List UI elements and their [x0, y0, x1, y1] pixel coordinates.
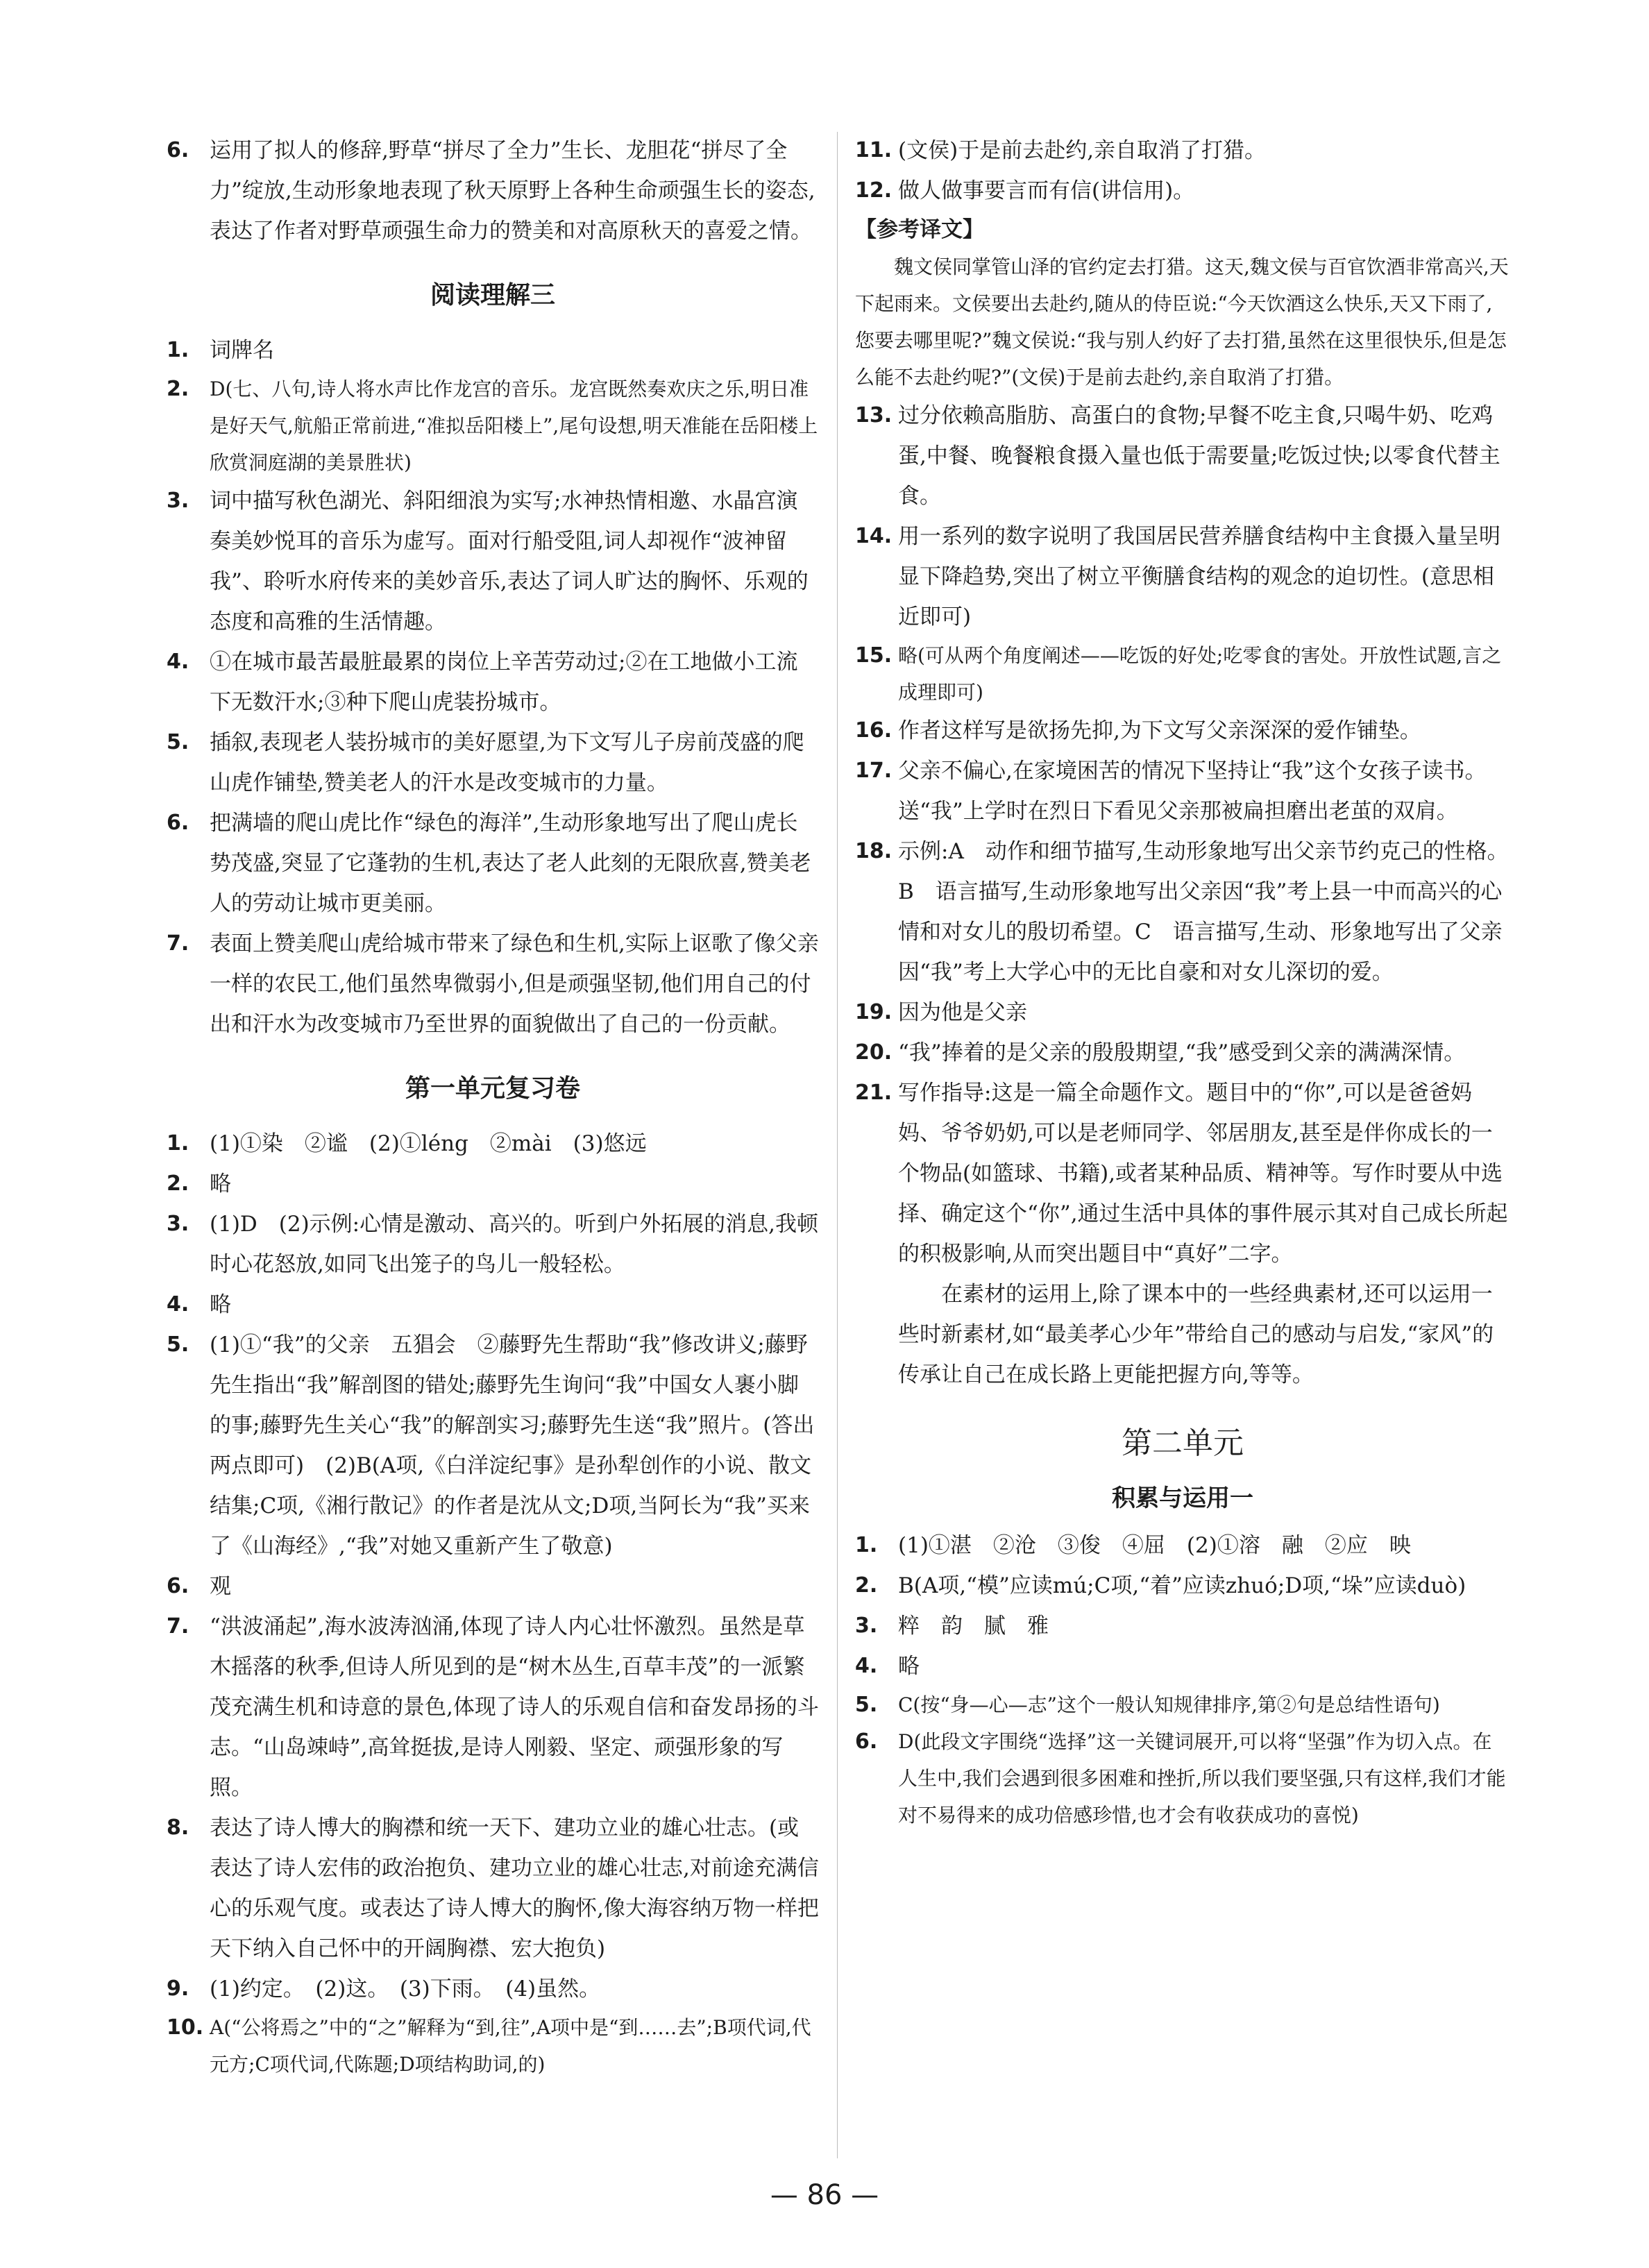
answer-number: 11. [855, 138, 893, 162]
reference-translation-heading: 【参考译文】 [855, 217, 984, 242]
answer-number: 5. [167, 1332, 189, 1357]
answer-text: (文侯)于是前去赴约,亲自取消了打猎。 [898, 138, 1267, 163]
answer-number: 6. [167, 138, 189, 162]
answer-item [855, 171, 1510, 211]
answer-item [167, 642, 819, 722]
answer-text: ①在城市最苦最脏最累的岗位上辛苦劳动过;②在工地做小工流下无数汗水;③种下爬山虎装扮城市。 [210, 650, 798, 715]
answer-text: 写作指导:这是一篇全命题作文。题目中的“你”,可以是爸爸妈妈、爷爷奶奶,可以是老师同学、邻居朋友,甚至是伴你成长的一个物品(如篮球、书籍),或者某种品质、精神等。写作时要从中选择、确定这个“你”,通过生活中具体的事件展示其对自己成长所起的积极影响,从而突出题目中“真好”二字。 [898, 1081, 1508, 1267]
answer-item [167, 371, 819, 481]
column-divider [837, 132, 838, 2158]
answer-number: 1. [855, 1533, 878, 1557]
answer-item [167, 1566, 819, 1607]
answer-text: D(七、八句,诗人将水声比作龙宫的音乐。龙宫既然奏欢庆之乐,明日准是好天气,航船正常前进,“准拟岳阳楼上”,尾句设想,明天准能在岳阳楼上欣赏洞庭湖的美景胜状) [210, 378, 818, 474]
right-column [855, 130, 1510, 1834]
answer-number: 6. [167, 1574, 189, 1598]
section-heading-reading-3: 阅读理解三 [430, 281, 555, 310]
answer-item [855, 130, 1510, 171]
answer-item [167, 1808, 819, 1969]
reference-translation-text: 魏文侯同掌管山泽的官约定去打猎。这天,魏文侯与百官饮酒非常高兴,天下起雨来。文侯要出去赴约,随从的侍臣说:“今天饮酒这么快乐,天又下雨了,您要去哪里呢?”魏文侯说:“我与别人约好了去打猎,虽然在这里很快乐,但是怎么能不去赴约呢?”(文侯)于是前去赴约,亲自取消了打猎。 [855, 255, 1509, 389]
answer-list [167, 330, 819, 1044]
answer-number: 3. [855, 1614, 878, 1638]
answer-item [855, 992, 1510, 1033]
answer-item [167, 1607, 819, 1808]
answer-item [167, 1969, 819, 2009]
answer-number: 5. [855, 1693, 878, 1717]
answer-text: 表达了诗人博大的胸襟和统一天下、建功立业的雄心壮志。(或表达了诗人宏伟的政治抱负、建功立业的雄心壮志,对前途充满信心的乐观气度。或表达了诗人博大的胸怀,像大海容纳万物一样把天下纳入自己怀中的开阔胸襟、宏大抱负) [210, 1816, 819, 1961]
answer-number: 19. [855, 1000, 893, 1024]
answer-item [855, 1566, 1510, 1606]
answer-text: D(此段文字围绕“选择”这一关键词展开,可以将“坚强”作为切入点。在人生中,我们会遇到很多困难和挫折,所以我们要坚强,只有这样,我们才能对不易得来的成功倍感珍惜,也才会有收获成功的喜悦) [898, 1730, 1506, 1827]
left-column [167, 130, 819, 2083]
answer-text: A(“公将焉之”中的“之”解释为“到,往”,A项中是“到……去”;B项代词,代元方;C项代词,代陈题;D项结构助词,的) [210, 2016, 811, 2076]
answer-item [167, 481, 819, 642]
unit-heading: 第二单元 [1122, 1425, 1244, 1461]
answer-number: 15. [855, 643, 893, 668]
answer-text: B(A项,“模”应读mú;C项,“着”应读zhuó;D项,“垛”应读duò) [898, 1573, 1466, 1598]
answer-item [167, 330, 819, 371]
answer-item [855, 1686, 1510, 1723]
answer-number: 1. [167, 1131, 189, 1156]
answer-text: 插叙,表现老人装扮城市的美好愿望,为下文写儿子房前茂盛的爬山虎作铺垫,赞美老人的汗水是改变城市的力量。 [210, 730, 804, 795]
answer-text: 作者这样写是欲扬先抑,为下文写父亲深深的爱作铺垫。 [898, 718, 1421, 743]
writing-guidance-paragraph: 在素材的运用上,除了课本中的一些经典素材,还可以运用一些时新素材,如“最美孝心少年”带给自己的感动与启发,“家风”的传承让自己在成长路上更能把握方向,等等。 [898, 1282, 1494, 1387]
answer-text: C(按“身—心—志”这个一般认知规律排序,第②句是总结性语句) [898, 1693, 1440, 1716]
answer-number: 6. [855, 1729, 878, 1754]
answer-number: 7. [167, 1614, 189, 1639]
answer-text: “洪波涌起”,海水波涛汹涌,体现了诗人内心壮怀激烈。虽然是草木摇落的秋季,但诗人所见到的是“树木丛生,百草丰茂”的一派繁茂充满生机和诗意的景色,体现了诗人的乐观自信和奋发昂扬的斗志。“山岛竦峙”,高耸挺拔,是诗人刚毅、坚定、顽强形象的写照。 [210, 1614, 819, 1800]
answer-number: 2. [855, 1573, 878, 1598]
answer-number: 20. [855, 1040, 893, 1065]
answer-text: 用一系列的数字说明了我国居民营养膳食结构中主食摄入量呈明显下降趋势,突出了树立平衡膳食结构的观念的迫切性。(意思相近即可) [898, 524, 1500, 629]
answer-text: (1)①湛 ②沧 ③俊 ④屈 (2)①溶 融 ②应 映 [898, 1533, 1411, 1558]
answer-item [167, 130, 819, 251]
answer-item [167, 722, 819, 803]
answer-text: (1)①染 ②谧 (2)①léng ②mài (3)悠远 [210, 1131, 647, 1156]
answer-number: 12. [855, 178, 893, 203]
answer-number: 5. [167, 730, 189, 754]
answer-number: 2. [167, 377, 189, 401]
answer-text: 略 [210, 1292, 231, 1317]
answer-item [167, 803, 819, 924]
answer-list [167, 1124, 819, 2083]
answer-item [855, 1646, 1510, 1686]
answer-item [855, 1606, 1510, 1646]
section-heading-unit-1-review: 第一单元复习卷 [405, 1074, 580, 1103]
answer-text: 略 [210, 1171, 231, 1196]
answer-item [167, 1204, 819, 1285]
answer-list [855, 396, 1510, 1274]
answer-number: 4. [167, 1292, 189, 1317]
answer-number: 4. [167, 650, 189, 674]
answer-text: 表面上赞美爬山虎给城市带来了绿色和生机,实际上讴歌了像父亲一样的农民工,他们虽然卑微弱小,但是顽强坚韧,他们用自己的付出和汗水为改变城市乃至世界的面貌做出了自己的一份贡献。 [210, 931, 819, 1037]
answer-number: 7. [167, 931, 189, 956]
answer-text: 粹 韵 腻 雅 [898, 1614, 1049, 1639]
answer-text: (1)D (2)示例:心情是激动、高兴的。听到户外拓展的消息,我顿时心花怒放,如同飞出笼子的鸟儿一般轻松。 [210, 1212, 818, 1277]
answer-number: 6. [167, 811, 189, 835]
answer-item [167, 924, 819, 1044]
answer-text: 过分依赖高脂肪、高蛋白的食物;早餐不吃主食,只喝牛奶、吃鸡蛋,中餐、晚餐粮食摄入量也低于需要量;吃饭过快;以零食代替主食。 [898, 403, 1500, 509]
answer-item [855, 637, 1510, 711]
answer-number: 3. [167, 1212, 189, 1236]
answer-list [167, 130, 819, 251]
answer-item [855, 751, 1510, 831]
page-number: — 86 — [770, 2179, 879, 2211]
answer-number: 9. [167, 1977, 189, 2001]
answer-item [167, 1285, 819, 1325]
answer-text: (1)约定。 (2)这。 (3)下雨。 (4)虽然。 [210, 1977, 601, 2002]
answer-text: 因为他是父亲 [898, 1000, 1027, 1025]
answer-text: 示例:A 动作和细节描写,生动形象地写出父亲节约克己的性格。B 语言描写,生动形象地写出父亲因“我”考上县一中而高兴的心情和对女儿的殷切希望。C 语言描写,生动、形象地写出了父亲因“我”考上大学心中的无比自豪和对女儿深切的爱。 [898, 839, 1509, 985]
answer-item [167, 1164, 819, 1204]
section-heading-accumulation-1: 积累与运用一 [1112, 1484, 1253, 1512]
answer-number: 10. [167, 2015, 204, 2040]
answer-text: 略 [898, 1654, 920, 1679]
answer-text: 运用了拟人的修辞,野草“拼尽了全力”生长、龙胆花“拼尽了全力”绽放,生动形象地表现了秋天原野上各种生命顽强生长的姿态,表达了作者对野草顽强生命力的赞美和对高原秋天的喜爱之情。 [210, 138, 815, 244]
answer-item [855, 1723, 1510, 1834]
answer-text: 词中描写秋色湖光、斜阳细浪为实写;水神热情相邀、水晶宫演奏美妙悦耳的音乐为虚写。面对行船受阻,词人却视作“波神留我”、聆听水府传来的美妙音乐,表达了词人旷达的胸怀、乐观的态度和高雅的生活情趣。 [210, 489, 809, 634]
answer-item [167, 1325, 819, 1566]
answer-text: 做人做事要言而有信(讲信用)。 [898, 178, 1195, 203]
answer-item [855, 1073, 1510, 1274]
answer-list [855, 130, 1510, 211]
answer-item [855, 396, 1510, 516]
answer-text: 观 [210, 1574, 231, 1599]
answer-number: 13. [855, 403, 893, 428]
answer-item [855, 831, 1510, 992]
answer-number: 16. [855, 718, 893, 743]
answer-item [855, 711, 1510, 751]
answer-number: 8. [167, 1816, 189, 1840]
answer-text: 词牌名 [210, 338, 274, 363]
answer-item [167, 2009, 819, 2083]
answer-number: 1. [167, 338, 189, 362]
answer-number: 21. [855, 1081, 893, 1105]
answer-number: 4. [855, 1654, 878, 1678]
answer-text: “我”捧着的是父亲的殷殷期望,“我”感受到父亲的满满深情。 [898, 1040, 1466, 1065]
answer-item [855, 1033, 1510, 1073]
answer-number: 14. [855, 524, 893, 548]
answer-text: (1)①“我”的父亲 五猖会 ②藤野先生帮助“我”修改讲义;藤野先生指出“我”解剖图的错处;藤野先生询问“我”中国女人裹小脚的事;藤野先生关心“我”的解剖实习;藤野先生送“我”照片。(答出两点即可) (2)B(A项,《白洋淀纪事》是孙犁创作的小说、散文结集;C项,《湘行散记》的作者是沈从文;D项,当阿长为“我”买来了《山海经》,“我”对她又重新产生了敬意) [210, 1332, 815, 1559]
answer-text: 把满墙的爬山虎比作“绿色的海洋”,生动形象地写出了爬山虎长势茂盛,突显了它蓬勃的生机,表达了老人此刻的无限欣喜,赞美老人的劳动让城市更美丽。 [210, 811, 811, 916]
answer-item [167, 1124, 819, 1164]
answer-number: 3. [167, 489, 189, 513]
answer-number: 17. [855, 759, 893, 783]
answer-list [855, 1525, 1510, 1834]
answer-item [855, 516, 1510, 637]
answer-text: 略(可从两个角度阐述——吃饭的好处;吃零食的害处。开放性试题,言之成理即可) [898, 644, 1502, 704]
answer-number: 2. [167, 1171, 189, 1196]
answer-item [855, 1525, 1510, 1566]
answer-text: 父亲不偏心,在家境困苦的情况下坚持让“我”这个女孩子读书。 送“我”上学时在烈日下看见父亲那被扁担磨出老茧的双肩。 [898, 759, 1498, 824]
answer-number: 18. [855, 839, 893, 863]
